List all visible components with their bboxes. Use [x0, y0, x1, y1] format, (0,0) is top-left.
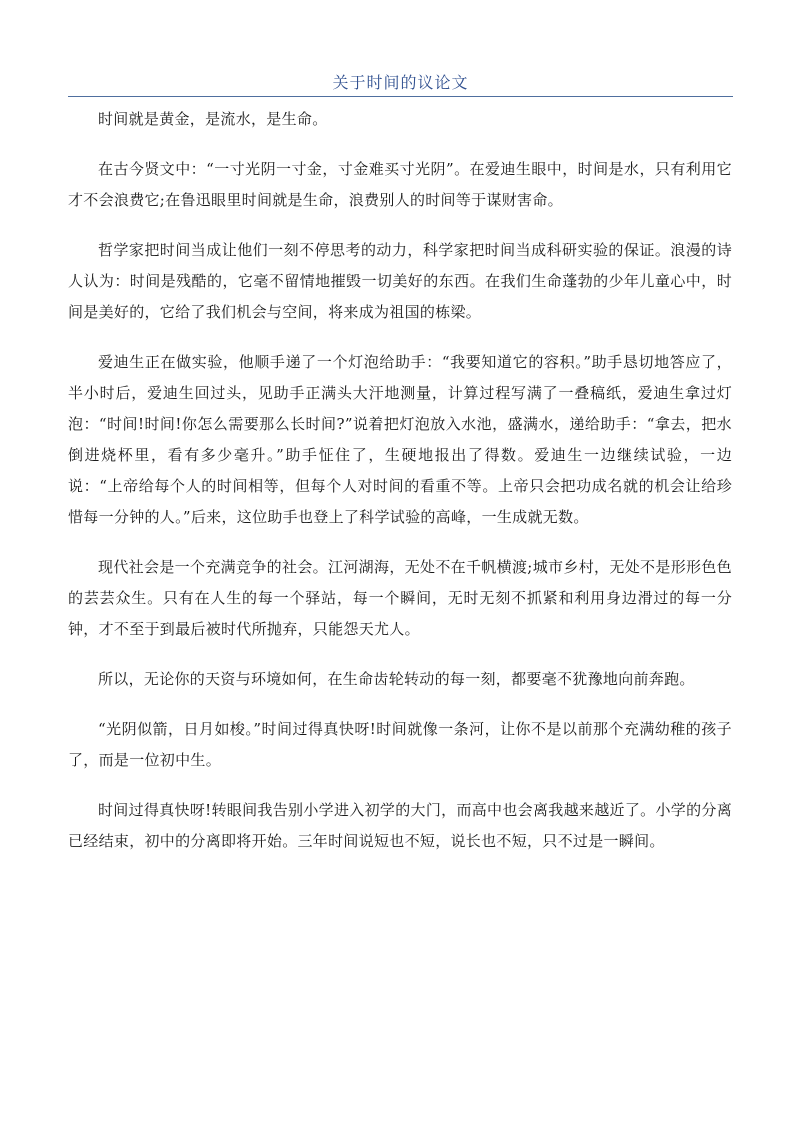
paragraph-4: 爱迪生正在做实验，他顺手递了一个灯泡给助手：“我要知道它的容积。”助手恳切地答应了，半小时后，爱迪生回过头，见助手正满头大汗地测量，计算过程写满了一叠稿纸，爱迪生拿过灯泡：“时间!时间!你怎么需要那么长时间?”说着把灯泡放入水池，盛满水，递给助手：“拿去，把水倒进烧杯里，看有多少毫升。”助手怔住了，生硬地报出了得数。爱迪生一边继续试验，一边说：“上帝给每个人的时间相等，但每个人对时间的看重不等。上帝只会把功成名就的机会让给珍惜每一分钟的人。”后来，这位助手也登上了科学试验的高峰，一生成就无数。 — [68, 353, 732, 526]
paragraph-6: 所以，无论你的天资与环境如何，在生命齿轮转动的每一刻，都要毫不犹豫地向前奔跑。 — [98, 670, 695, 688]
document-body — [68, 104, 732, 876]
paragraph-5: 现代社会是一个充满竞争的社会。江河湖海，无处不在千帆横渡;城市乡村，无处不是形形色色的芸芸众生。只有在人生的每一个驿站，每一个瞬间，无时无刻不抓紧和利用身边滑过的每一分钟，才不至于到最后被时代所抛弃，只能怨天尤人。 — [68, 558, 732, 638]
paragraph-1: 时间就是黄金，是流水，是生命。 — [98, 110, 328, 128]
document-title: 关于时间的议论文 — [332, 73, 469, 92]
paragraph-2: 在古今贤文中：“一寸光阴一寸金，寸金难买寸光阴”。在爱迪生眼中，时间是水，只有利用它才不会浪费它;在鲁迅眼里时间就是生命，浪费别人的时间等于谋财害命。 — [68, 160, 732, 209]
paragraph-8: 时间过得真快呀!转眼间我告别小学进入初学的大门，而高中也会离我越来越近了。小学的分离已经结束，初中的分离即将开始。三年时间说短也不短，说长也不短，只不过是一瞬间。 — [68, 801, 732, 850]
paragraph-7: “光阴似箭，日月如梭。”时间过得真快呀!时间就像一条河，让你不是以前那个充满幼稚的孩子了，而是一位初中生。 — [68, 720, 732, 769]
document-header — [68, 68, 733, 97]
paragraph-3: 哲学家把时间当成让他们一刻不停思考的动力，科学家把时间当成科研实验的保证。浪漫的诗人认为：时间是残酷的，它毫不留情地摧毁一切美好的东西。在我们生命蓬勃的少年儿童心中，时间是美好的，它给了我们机会与空间，将来成为祖国的栋梁。 — [68, 241, 732, 321]
